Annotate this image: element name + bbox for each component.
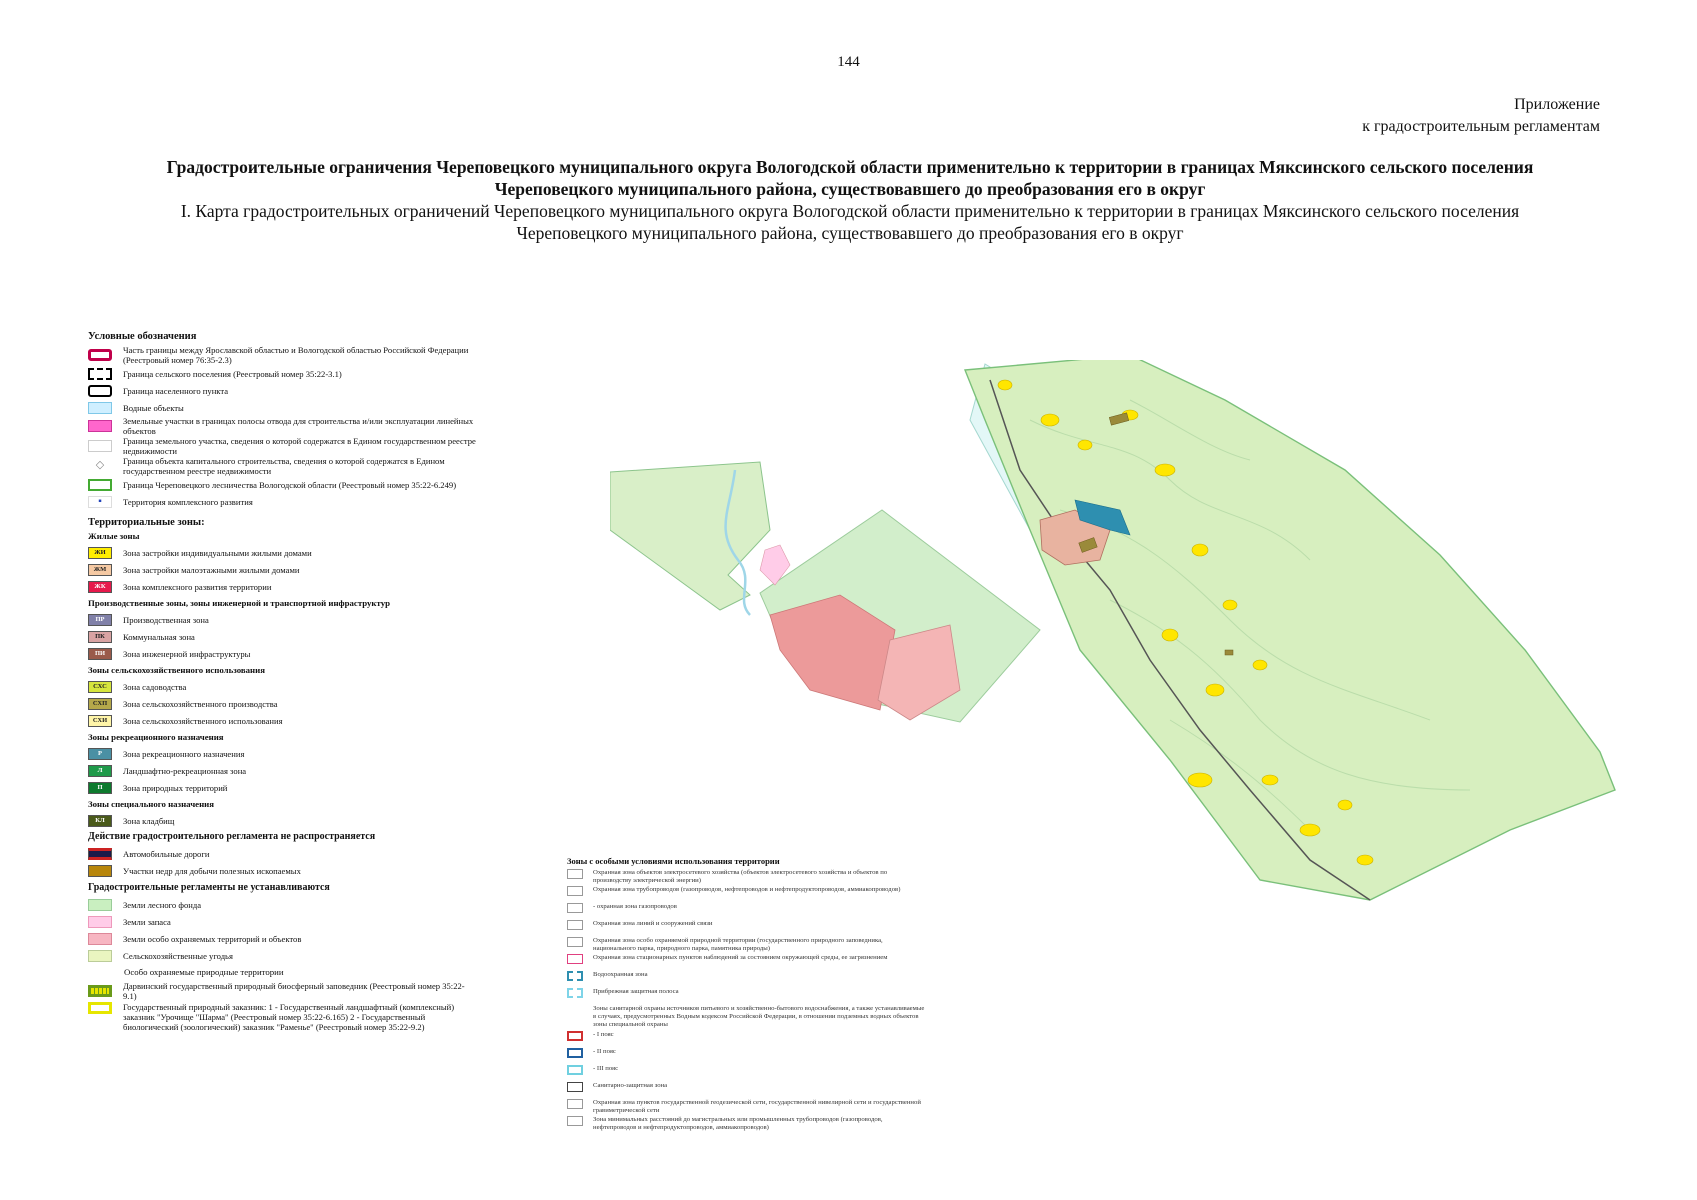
appendix-line-1: Приложение xyxy=(1514,96,1600,113)
legend-item xyxy=(88,436,478,456)
legend-label: Граница земельного участка, сведения о которой содержатся в Едином государственном реестре недвижимости xyxy=(123,436,476,456)
legend-item xyxy=(88,947,478,964)
page-number: 144 xyxy=(837,54,860,70)
legend-label: Производственная зона xyxy=(123,614,209,625)
subtitle-line-1: I. Карта градостроительных ограничений Череповецкого муниципального округа Вологодской области применительно к территории в границах Мяксинского сельского поселения xyxy=(180,201,1520,221)
legend-label: Санитарно-защитная зона xyxy=(593,1082,668,1089)
legend-item xyxy=(88,745,478,762)
legend-item xyxy=(88,399,478,416)
zone-swatch xyxy=(567,1065,583,1075)
zone-swatch xyxy=(567,886,583,896)
legend-label: Зона застройки индивидуальными жилыми домами xyxy=(123,547,312,558)
legend-label: Земли запаса xyxy=(123,916,171,927)
group-heading: Зоны сельскохозяйственного использования xyxy=(88,665,265,675)
legend-item xyxy=(88,845,478,862)
settlement-border-swatch xyxy=(88,368,112,380)
land-plot-swatch xyxy=(88,440,112,452)
zone-swatch xyxy=(567,937,583,947)
legend-item xyxy=(567,954,927,971)
zone-swatch: ЖМ xyxy=(88,564,112,576)
legend-label: Зона сельскохозяйственного использования xyxy=(123,715,283,726)
legend-label: Зона комплексного развития территории xyxy=(123,581,272,592)
legend-item xyxy=(567,1116,927,1133)
region-border-swatch xyxy=(88,349,112,361)
legend-item xyxy=(567,1005,927,1031)
legend-heading: Условные обозначения xyxy=(88,331,197,342)
zone-swatch xyxy=(567,988,583,998)
legend-label: Водные объекты xyxy=(123,402,184,413)
legend-label: Зона инженерной инфраструктуры xyxy=(123,648,251,659)
legend-label: Земли лесного фонда xyxy=(123,899,202,910)
legend-label: Охранная зона пунктов государственной геодезической сети, государственной нивелирной сети и государственной гравиметрической сети xyxy=(593,1099,921,1114)
locality-border-swatch xyxy=(88,385,112,397)
subsoil-swatch xyxy=(88,865,112,877)
legend-item xyxy=(88,930,478,947)
legend-item xyxy=(88,695,478,712)
zone-swatch xyxy=(567,869,583,879)
legend-item xyxy=(88,345,478,365)
reserve-land-swatch xyxy=(88,916,112,928)
territorial-zones-heading: Территориальные зоны: xyxy=(88,517,205,528)
legend-item xyxy=(567,988,927,1005)
complex-development-swatch: ▪ xyxy=(88,496,112,508)
legend-label: - III пояс xyxy=(593,1065,619,1072)
zone-swatch: СХС xyxy=(88,681,112,693)
legend-label: Автомобильные дороги xyxy=(123,848,210,859)
legend-label: Участки недр для добычи полезных ископаемых xyxy=(123,865,301,876)
legend-label: - II пояс xyxy=(593,1048,616,1055)
zone-swatch: КЛ xyxy=(88,815,112,827)
legend-label: Зона сельскохозяйственного производства xyxy=(123,698,278,709)
legend-label: - охранная зона газопроводов xyxy=(593,903,677,910)
legend-label: Граница объекта капитального строительства, сведения о которой содержатся в Едином государственном реестре недвижимости xyxy=(123,456,445,476)
legend-label: Водоохранная зона xyxy=(593,971,648,978)
legend-label: Зона застройки малоэтажными жилыми домами xyxy=(123,564,300,575)
legend-item xyxy=(88,365,478,382)
zone-swatch: СХИ xyxy=(88,715,112,727)
legend-label: Граница населенного пункта xyxy=(123,385,229,396)
legend-item xyxy=(567,971,927,988)
legend-item xyxy=(88,611,478,628)
legend-item xyxy=(567,1048,927,1065)
legend-label: Охранная зона линий и сооружений связи xyxy=(593,920,713,927)
legend-item xyxy=(567,903,927,920)
road-swatch xyxy=(88,848,112,860)
zone-swatch xyxy=(567,920,583,930)
legend-item xyxy=(88,645,478,662)
legend-label: Территория комплексного развития xyxy=(123,496,253,507)
appendix-note xyxy=(1362,94,1600,138)
legend-item xyxy=(567,1099,927,1116)
zone-swatch: Л xyxy=(88,765,112,777)
legend-item xyxy=(88,544,478,561)
title-line-2: Череповецкого муниципального района, существовавшего до преобразования его в округ xyxy=(494,179,1206,199)
map-title xyxy=(60,156,1640,200)
zone-swatch: П xyxy=(88,782,112,794)
legend-item xyxy=(88,913,478,930)
zone-swatch xyxy=(567,1048,583,1058)
legend-item xyxy=(88,456,478,476)
group-heading: Зоны специального назначения xyxy=(88,799,214,809)
legend-item xyxy=(88,628,478,645)
legend-item xyxy=(88,561,478,578)
legend-item xyxy=(88,762,478,779)
group-heading: Действие градостроительного регламента не распространяется xyxy=(88,831,376,842)
building-outline-swatch: ◇ xyxy=(95,459,105,471)
special-zones-heading: Зоны с особыми условиями использования территории xyxy=(567,856,780,866)
right-of-way-swatch xyxy=(88,420,112,432)
zone-swatch: Р xyxy=(88,748,112,760)
legend-item xyxy=(567,1065,927,1082)
farmland-swatch xyxy=(88,950,112,962)
legend-item xyxy=(88,476,478,493)
legend-item xyxy=(88,578,478,595)
legend-item xyxy=(88,1002,478,1032)
zone-swatch: ПИ xyxy=(88,648,112,660)
legend-item xyxy=(88,678,478,695)
zone-swatch xyxy=(567,954,583,964)
legend-label: Зона рекреационного назначения xyxy=(123,748,245,759)
legend-label: Охранная зона особо охраняемой природной территории (государственного природного заповедника, национального парка, природного парка, памятника природы) xyxy=(593,937,883,952)
legend-label: Земли особо охраняемых территорий и объектов xyxy=(123,933,302,944)
legend-label: Граница сельского поселения (Реестровый номер 35:22-3.1) xyxy=(123,368,342,379)
forest-land-swatch xyxy=(88,899,112,911)
legend-item xyxy=(88,862,478,879)
legend-label: Земельные участки в границах полосы отвода для строительства и/или эксплуатации линейных объектов xyxy=(123,416,474,436)
legend-label: Ландшафтно-рекреационная зона xyxy=(123,765,247,776)
zone-swatch xyxy=(567,1031,583,1041)
zone-swatch xyxy=(567,1099,583,1109)
forestry-border-swatch xyxy=(88,479,112,491)
group-heading: Жилые зоны xyxy=(88,531,140,541)
legend-label: Коммунальная зона xyxy=(123,631,195,642)
zone-swatch xyxy=(567,903,583,913)
legend-label: Сельскохозяйственные угодья xyxy=(123,950,233,961)
group-heading: Градостроительные регламенты не устанавливаются xyxy=(88,882,330,893)
group-heading: Особо охраняемые природные территории xyxy=(124,967,284,977)
legend-label: Государственный природный заказник: 1 - Государственный ландшафтный (комплексный) заказник "Урочище "Шарма" (Реестровый номер 35:22-6.165) 2 - Государственный биологический (зоологический) заказник "Раменье" (Реестровый номер 35:22-9.2) xyxy=(123,1002,455,1032)
legend-item xyxy=(88,416,478,436)
nature-reserve-swatch xyxy=(88,985,112,997)
legend-item xyxy=(88,779,478,796)
zone-swatch xyxy=(567,1116,583,1126)
legend-label: Зона природных территорий xyxy=(123,782,228,793)
legend-item xyxy=(88,493,478,510)
legend-label: Зона кладбищ xyxy=(123,815,175,826)
legend-item xyxy=(88,812,478,829)
group-heading: Зоны рекреационного назначения xyxy=(88,732,224,742)
zone-swatch: ЖК xyxy=(88,581,112,593)
legend-label: - I пояс xyxy=(593,1031,614,1038)
legend-label: Охранная зона объектов электросетевого хозяйства (объектов электросетевого хозяйства и объектов по производству электрической энергии) xyxy=(593,869,888,884)
legend-item xyxy=(88,382,478,399)
legend-item xyxy=(567,920,927,937)
legend-label: Дарвинский государственный природный биосферный заповедник (Реестровый номер 35:22-9.1) xyxy=(123,981,465,1001)
zone-swatch xyxy=(567,1082,583,1092)
legend-item xyxy=(567,1031,927,1048)
group-heading: Производственные зоны, зоны инженерной и транспортной инфраструктур xyxy=(88,598,390,608)
zone-swatch: ПР xyxy=(88,614,112,626)
legend-item xyxy=(567,869,927,886)
wildlife-refuge-swatch xyxy=(88,1002,112,1014)
protected-land-swatch xyxy=(88,933,112,945)
map-legend xyxy=(88,330,478,1032)
settlement-territory[interactable] xyxy=(965,360,1615,900)
zone-swatch: ПК xyxy=(88,631,112,643)
legend-item xyxy=(567,937,927,954)
legend-label: Прибрежная защитная полоса xyxy=(593,988,679,995)
zone-swatch: СХП xyxy=(88,698,112,710)
appendix-line-2: к градостроительным регламентам xyxy=(1362,118,1600,135)
legend-label: Охранная зона стационарных пунктов наблюдений за состоянием окружающей среды, ее загрязнением xyxy=(593,954,888,961)
title-line-1: Градостроительные ограничения Череповецкого муниципального округа Вологодской области применительно к территории в границах Мяксинского сельского поселения xyxy=(166,157,1534,177)
subtitle-line-2: Череповецкого муниципального района, существовавшего до преобразования его в округ xyxy=(516,223,1184,243)
legend-item xyxy=(88,980,478,1002)
legend-label: Зоны санитарной охраны источников питьевого и хозяйственно-бытового водоснабжения, а также устанавливаемые в случаях, предусмотренных Водным кодексом Российской Федерации, в отношении подземных водных объектов зоны специальной охраны xyxy=(593,1005,925,1028)
legend-label: Граница Череповецкого лесничества Вологодской области (Реестровый номер 35:22-6.249) xyxy=(123,479,457,490)
legend-item xyxy=(88,712,478,729)
legend-label: Часть границы между Ярославской областью и Вологодской областью Российской Федерации (Реестровый номер 76:35-2.3) xyxy=(123,345,469,365)
legend-item xyxy=(567,1082,927,1099)
special-zones-legend xyxy=(567,857,927,1133)
zone-swatch xyxy=(567,971,583,981)
legend-label: Охранная зона трубопроводов (газопроводов, нефтепроводов и нефтепродуктопроводов, аммиакопроводов) xyxy=(593,886,901,893)
map-subtitle xyxy=(60,200,1640,244)
legend-item xyxy=(567,886,927,903)
legend-item xyxy=(88,896,478,913)
water-swatch xyxy=(88,402,112,414)
zone-swatch: ЖИ xyxy=(88,547,112,559)
legend-label: Зона минимальных расстояний до магистральных или промышленных трубопроводов (газопроводов, нефтепроводов и нефтепродуктопроводов, аммиакопроводов) xyxy=(593,1116,883,1131)
legend-label: Зона садоводства xyxy=(123,681,187,692)
